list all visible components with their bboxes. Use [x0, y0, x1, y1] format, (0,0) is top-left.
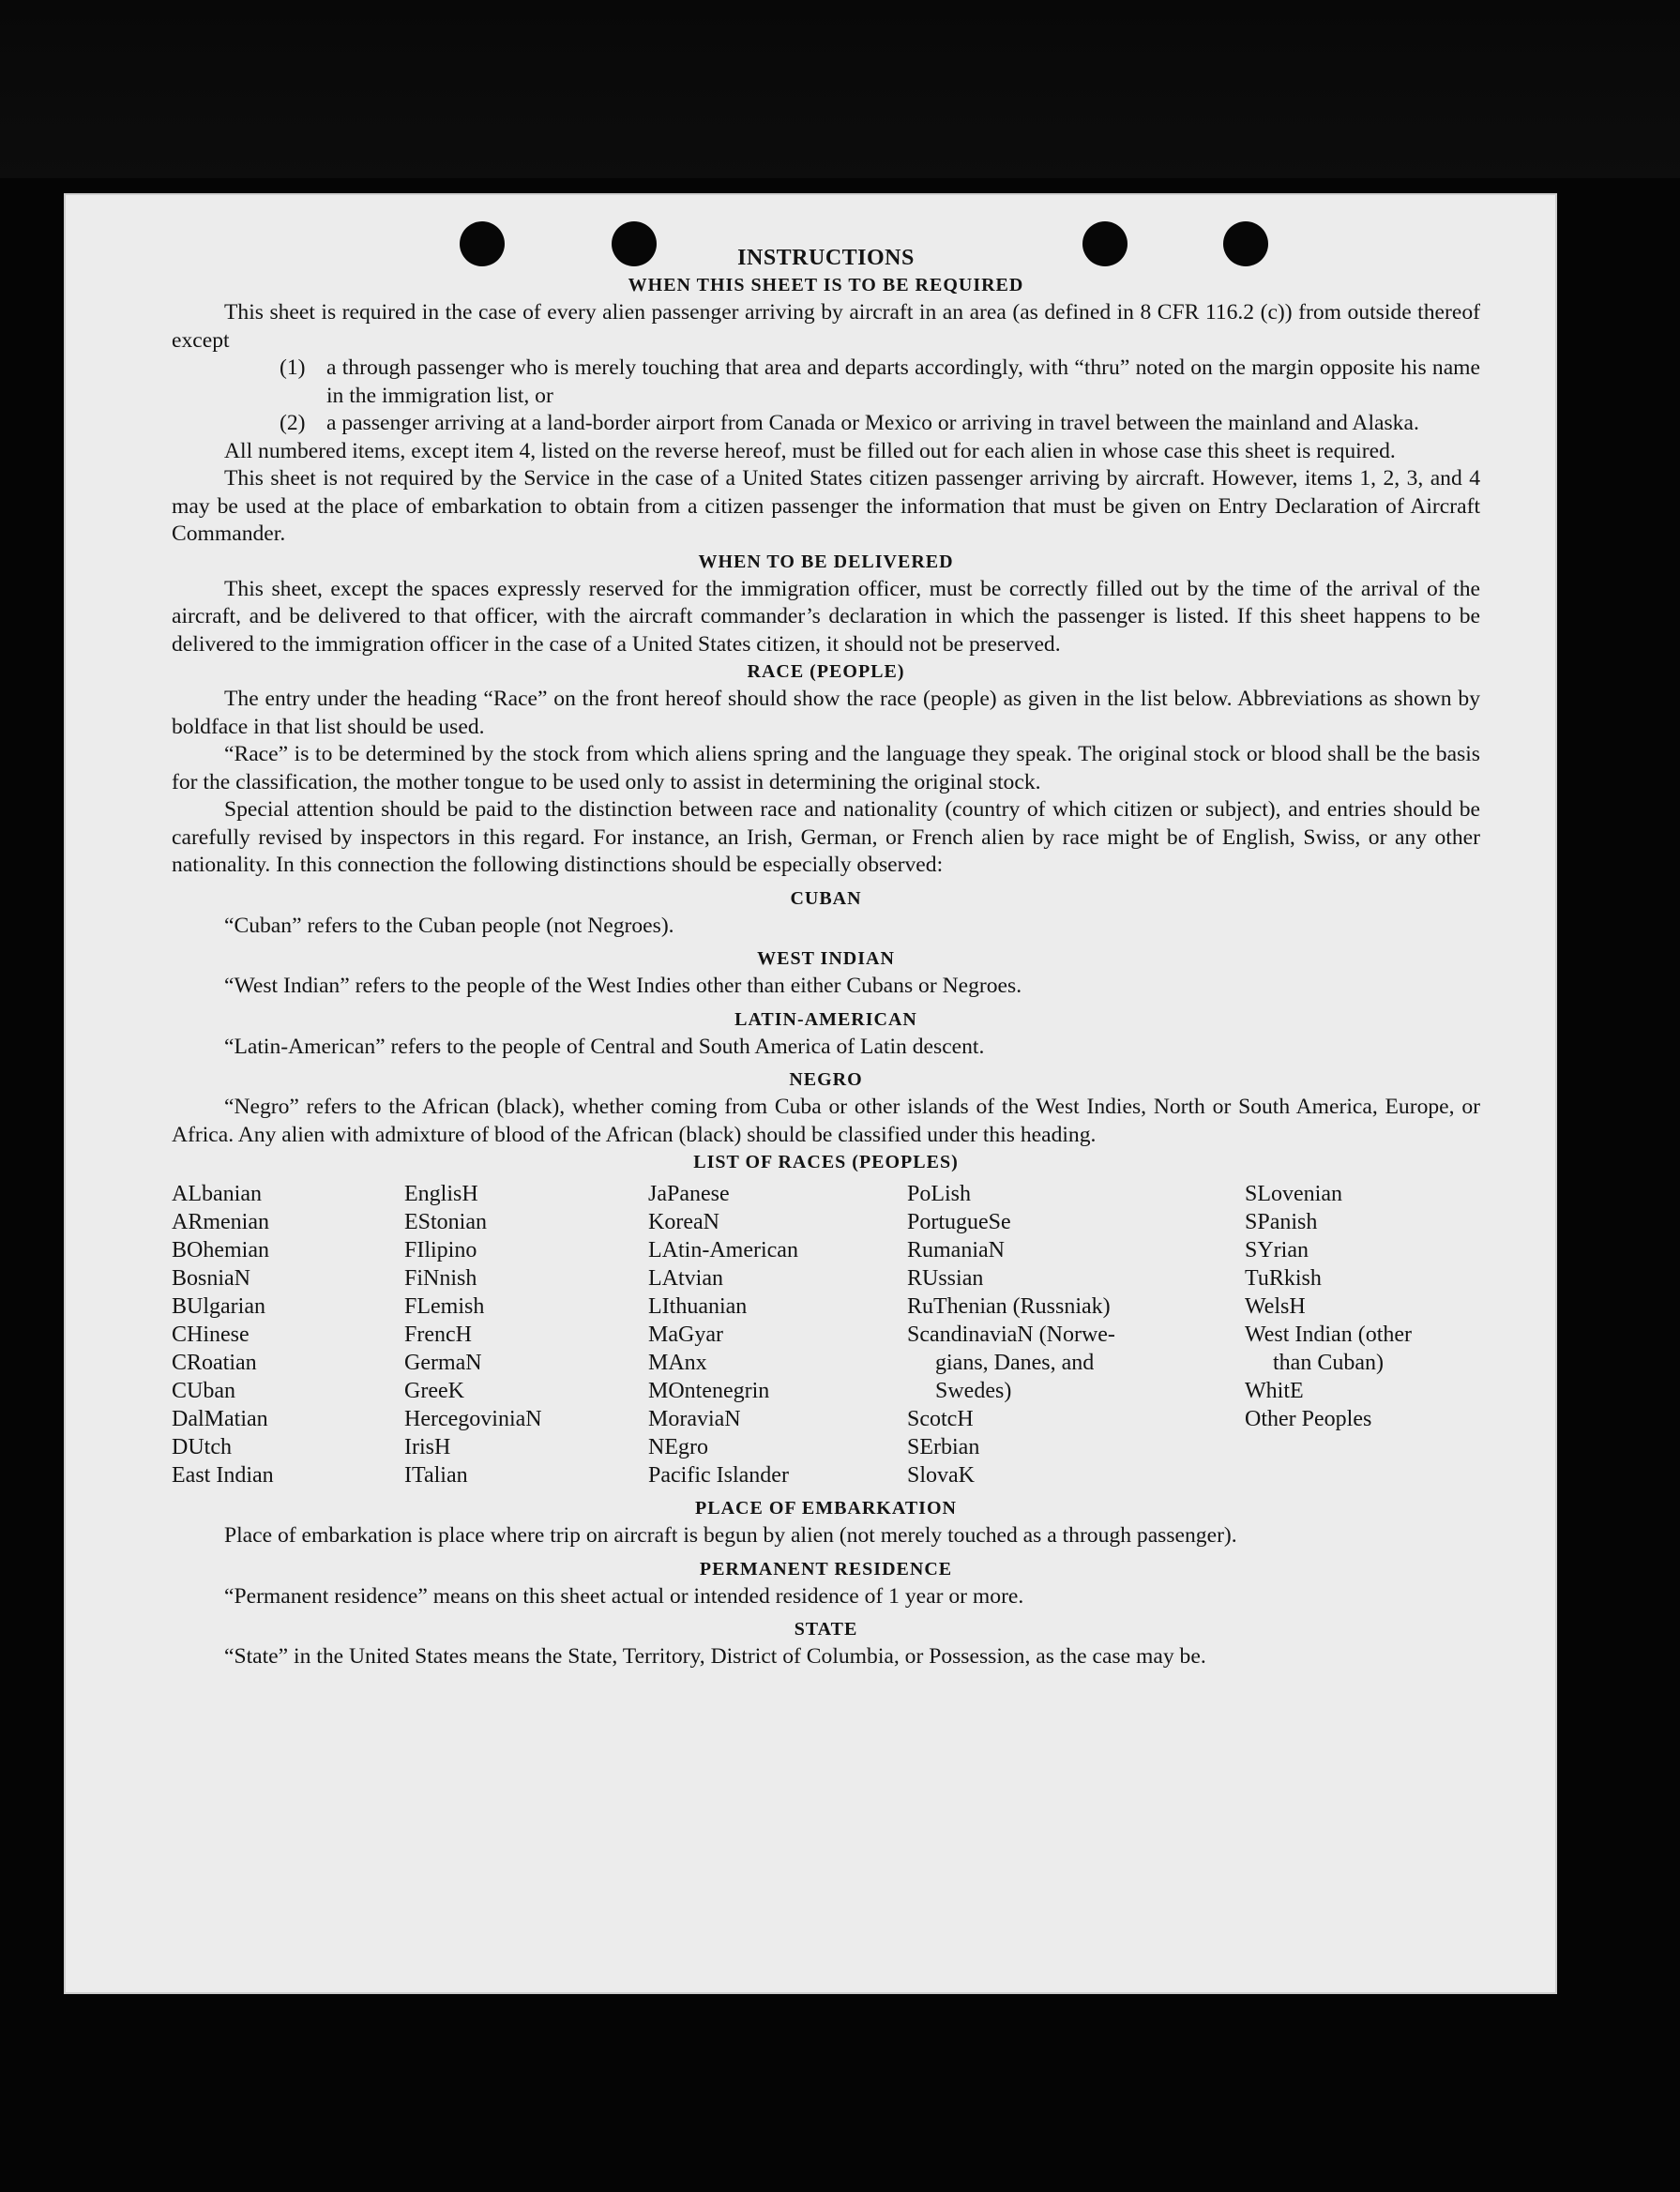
race-entry: ALbanian: [172, 1182, 262, 1206]
race-entry: MaGyar: [648, 1323, 723, 1347]
paragraph: The entry under the heading “Race” on the front hereof should show the race (people) as given in the list below. Abbreviations as shown by boldface in that list should be used.: [172, 687, 1480, 739]
races-list: [172, 1180, 1480, 1489]
race-entry: MoraviaN: [648, 1407, 741, 1431]
race-entry: WhitE: [1245, 1379, 1304, 1403]
section-heading-west-indian: WEST INDIAN: [757, 948, 895, 969]
paragraph: All numbered items, except item 4, listed on the reverse hereof, must be filled out for each alien in whose case this sheet is required.: [224, 438, 1396, 463]
section-heading-required: WHEN THIS SHEET IS TO BE REQUIRED: [628, 275, 1024, 295]
race-entry: GreeK: [404, 1379, 464, 1403]
race-entry: SLovenian: [1245, 1182, 1342, 1206]
paragraph: “Latin-American” refers to the people of Central and South America of Latin descent.: [224, 1034, 985, 1059]
section-heading-negro: NEGRO: [789, 1069, 863, 1090]
section-heading-cuban: CUBAN: [790, 887, 862, 909]
races-column: [404, 1180, 648, 1489]
race-entry: IrisH: [404, 1435, 451, 1459]
race-entry: FLemish: [404, 1294, 485, 1319]
race-entry: BUlgarian: [172, 1294, 265, 1319]
section-heading-state: STATE: [794, 1619, 858, 1640]
race-entry: RUssian: [907, 1266, 984, 1291]
race-entry: FrencH: [404, 1323, 472, 1347]
race-entry: DUtch: [172, 1435, 232, 1459]
races-column: [907, 1180, 1245, 1489]
item-text: a through passenger who is merely touching that area and departs accordingly, with “thru” noted on the margin opposite his name in the immigration list, or: [326, 355, 1480, 408]
race-entry: CHinese: [172, 1323, 250, 1347]
race-entry: TuRkish: [1245, 1266, 1322, 1291]
item-text: a passenger arriving at a land-border airport from Canada or Mexico or arriving in travel between the mainland and Alaska.: [326, 411, 1419, 435]
paragraph: This sheet is required in the case of every alien passenger arriving by aircraft in an area (as defined in 8 CFR 116.2 (c)) from outside thereof except: [172, 300, 1480, 353]
race-entry: Pacific Islander: [648, 1463, 789, 1488]
section-heading-embarkation: PLACE OF EMBARKATION: [695, 1498, 957, 1519]
page-title: INSTRUCTIONS: [737, 246, 915, 270]
paragraph: “Race” is to be determined by the stock from which aliens spring and the language they speak. The original stock or blood shall be the basis for the classification, the mother tongue to be used only to assist in determining the original stock.: [172, 742, 1480, 794]
race-entry: CUban: [172, 1379, 235, 1403]
race-entry: RuThenian (Russniak): [907, 1294, 1111, 1319]
race-entry: BOhemian: [172, 1238, 269, 1262]
paragraph: “West Indian” refers to the people of the West Indies other than either Cubans or Negroes.: [224, 974, 1022, 998]
race-entry: LAtin-American: [648, 1238, 798, 1262]
race-entry: ITalian: [404, 1463, 468, 1488]
races-column: [1245, 1180, 1480, 1489]
race-entry: LAtvian: [648, 1266, 723, 1291]
paragraph: “Negro” refers to the African (black), whether coming from Cuba or other islands of the West Indies, North or South America, Europe, or Africa. Any alien with admixture of blood of the African (black) should be classified under this heading.: [172, 1095, 1480, 1147]
section-heading-delivered: WHEN TO BE DELIVERED: [698, 551, 954, 572]
instructions-content: [172, 245, 1480, 1671]
paragraph: Place of embarkation is place where trip on aircraft is begun by alien (not merely touched as a through passenger).: [224, 1523, 1237, 1548]
race-entry: GermaN: [404, 1351, 482, 1375]
race-entry-continued: Swedes): [935, 1379, 1012, 1403]
list-item: [280, 410, 1480, 438]
race-entry: MAnx: [648, 1351, 707, 1375]
race-entry: RumaniaN: [907, 1238, 1005, 1262]
race-entry: HercegoviniaN: [404, 1407, 542, 1431]
list-item: [280, 355, 1480, 410]
race-entry-continued: gians, Danes, and: [935, 1351, 1095, 1375]
race-entry: WelsH: [1245, 1294, 1306, 1319]
race-entry: CRoatian: [172, 1351, 257, 1375]
race-entry: DalMatian: [172, 1407, 268, 1431]
document-sheet: [64, 193, 1557, 1994]
race-entry: ARmenian: [172, 1210, 269, 1234]
race-entry: SlovaK: [907, 1463, 975, 1488]
race-entry: JaPanese: [648, 1182, 730, 1206]
race-entry: NEgro: [648, 1435, 708, 1459]
race-entry: SErbian: [907, 1435, 980, 1459]
race-entry: LIthuanian: [648, 1294, 748, 1319]
race-entry: West Indian (other: [1245, 1323, 1413, 1347]
race-entry: FIlipino: [404, 1238, 477, 1262]
paragraph: This sheet, except the spaces expressly reserved for the immigration officer, must be correctly filled out by the time of the arrival of the aircraft, and be delivered to that officer, with the aircraft commander’s declaration in which the passenger is listed. If this sheet happens to be delivered to the immigration officer in the case of a United States citizen, it should not be preserved.: [172, 576, 1480, 657]
paragraph: Special attention should be paid to the distinction between race and nationality (country of which citizen or subject), and entries should be carefully revised by inspectors in this regard. For instance, an Irish, German, or French alien by race might be of English, Swiss, or any other nationality. In this connection the following distinctions should be especially observed:: [172, 797, 1480, 877]
races-column: [172, 1180, 404, 1489]
item-number: (2): [280, 411, 306, 435]
scan-border: [0, 0, 1680, 178]
paragraph: This sheet is not required by the Service in the case of a United States citizen passenger arriving by aircraft. However, items 1, 2, 3, and 4 may be used at the place of embarkation to obtain from a citizen passenger the information that must be given on Entry Declaration of Aircraft Commander.: [172, 466, 1480, 546]
paragraph: “Permanent residence” means on this sheet actual or intended residence of 1 year or more.: [224, 1583, 1024, 1609]
race-entry: KoreaN: [648, 1210, 719, 1234]
race-entry: ScotcH: [907, 1407, 974, 1431]
race-entry: BosniaN: [172, 1266, 250, 1291]
races-column: [648, 1180, 907, 1489]
race-entry: PortugueSe: [907, 1210, 1011, 1234]
race-entry: SPanish: [1245, 1210, 1318, 1234]
item-number: (1): [280, 355, 306, 380]
race-entry: SYrian: [1245, 1238, 1309, 1262]
race-entry: Other Peoples: [1245, 1407, 1372, 1431]
race-entry: MOntenegrin: [648, 1379, 770, 1403]
race-entry: FiNnish: [404, 1266, 477, 1291]
race-entry: ScandinaviaN (Norwe-: [907, 1323, 1115, 1347]
section-heading-residence: PERMANENT RESIDENCE: [699, 1558, 953, 1580]
section-heading-latin-american: LATIN-AMERICAN: [734, 1008, 917, 1030]
race-entry: PoLish: [907, 1182, 972, 1206]
section-heading-race: RACE (PEOPLE): [747, 661, 905, 682]
race-entry-continued: than Cuban): [1273, 1351, 1384, 1375]
paragraph: “Cuban” refers to the Cuban people (not Negroes).: [224, 913, 674, 938]
race-entry: EnglisH: [404, 1182, 478, 1206]
paragraph: “State” in the United States means the State, Territory, District of Columbia, or Possession, as the case may be.: [224, 1644, 1206, 1669]
race-entry: East Indian: [172, 1463, 274, 1488]
race-entry: EStonian: [404, 1210, 487, 1234]
section-heading-races-list: LIST OF RACES (PEOPLES): [693, 1152, 959, 1172]
